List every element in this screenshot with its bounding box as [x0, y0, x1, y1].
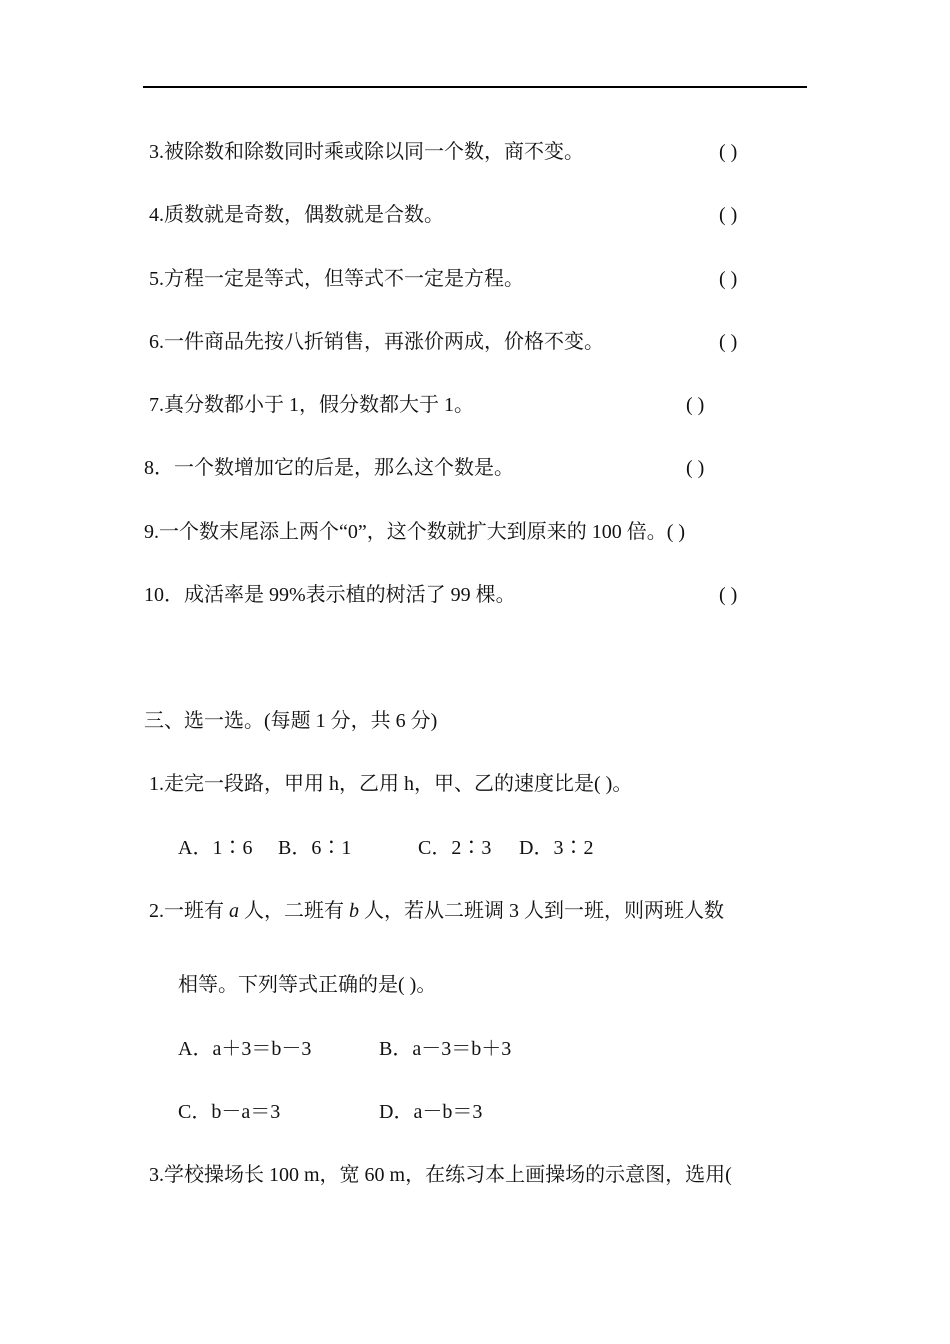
- var-b: b: [349, 900, 359, 922]
- choose-q2-stem: [149, 898, 724, 924]
- q2-option-c[interactable]: C．b－a＝3: [178, 1101, 281, 1123]
- judge-item-4: 4.质数就是奇数，偶数就是合数。: [149, 204, 444, 226]
- q2-stem-mid1: 人，二班有: [239, 900, 349, 922]
- answer-blank-4[interactable]: ( ): [719, 204, 738, 226]
- judge-item-10: 10．成活率是 99%表示植的树活了 99 棵。: [144, 584, 516, 606]
- judge-item-3: 3.被除数和除数同时乘或除以同一个数，商不变。: [149, 141, 584, 163]
- judge-item-5: 5.方程一定是等式，但等式不一定是方程。: [149, 268, 524, 290]
- q1-option-b[interactable]: B．6∶1: [278, 837, 352, 859]
- q1-option-c[interactable]: C．2∶3: [418, 837, 492, 859]
- choose-q1-stem: 1.走完一段路，甲用 h，乙用 h，甲、乙的速度比是( )。: [149, 773, 633, 795]
- q1-option-d[interactable]: D．3∶2: [519, 837, 594, 859]
- q2-option-b[interactable]: B．a－3＝b＋3: [379, 1038, 512, 1060]
- judge-item-8: 8．一个数增加它的后是，那么这个数是。: [144, 457, 514, 479]
- answer-blank-8[interactable]: ( ): [686, 457, 705, 479]
- answer-blank-10[interactable]: ( ): [719, 584, 738, 606]
- judge-item-6: 6.一件商品先按八折销售，再涨价两成，价格不变。: [149, 331, 604, 353]
- answer-blank-5[interactable]: ( ): [719, 268, 738, 290]
- section-heading: 三、选一选。(每题 1 分，共 6 分): [144, 710, 438, 732]
- judge-item-9: 9.一个数末尾添上两个“0”，这个数就扩大到原来的 100 倍。( ): [144, 521, 686, 543]
- q2-stem-mid2: 人，若从二班调 3 人到一班，则两班人数: [359, 900, 724, 922]
- q1-option-a[interactable]: A．1∶6: [178, 837, 253, 859]
- choose-q2-stem-line2: 相等。下列等式正确的是( )。: [178, 974, 437, 996]
- q2-stem-start: 2.一班有: [149, 900, 229, 922]
- answer-blank-6[interactable]: ( ): [719, 331, 738, 353]
- choose-q3-stem: 3.学校操场长 100 m，宽 60 m，在练习本上画操场的示意图，选用(: [149, 1164, 732, 1186]
- choose-q1-options: [178, 835, 593, 861]
- q2-option-d[interactable]: D．a－b＝3: [379, 1101, 483, 1123]
- var-a: a: [229, 900, 239, 922]
- answer-blank-3[interactable]: ( ): [719, 141, 738, 163]
- answer-blank-7[interactable]: ( ): [686, 394, 705, 416]
- header-rule: [143, 86, 807, 88]
- judge-item-7: 7.真分数都小于 1，假分数都大于 1。: [149, 394, 474, 416]
- q2-option-a[interactable]: A．a＋3＝b－3: [178, 1038, 312, 1060]
